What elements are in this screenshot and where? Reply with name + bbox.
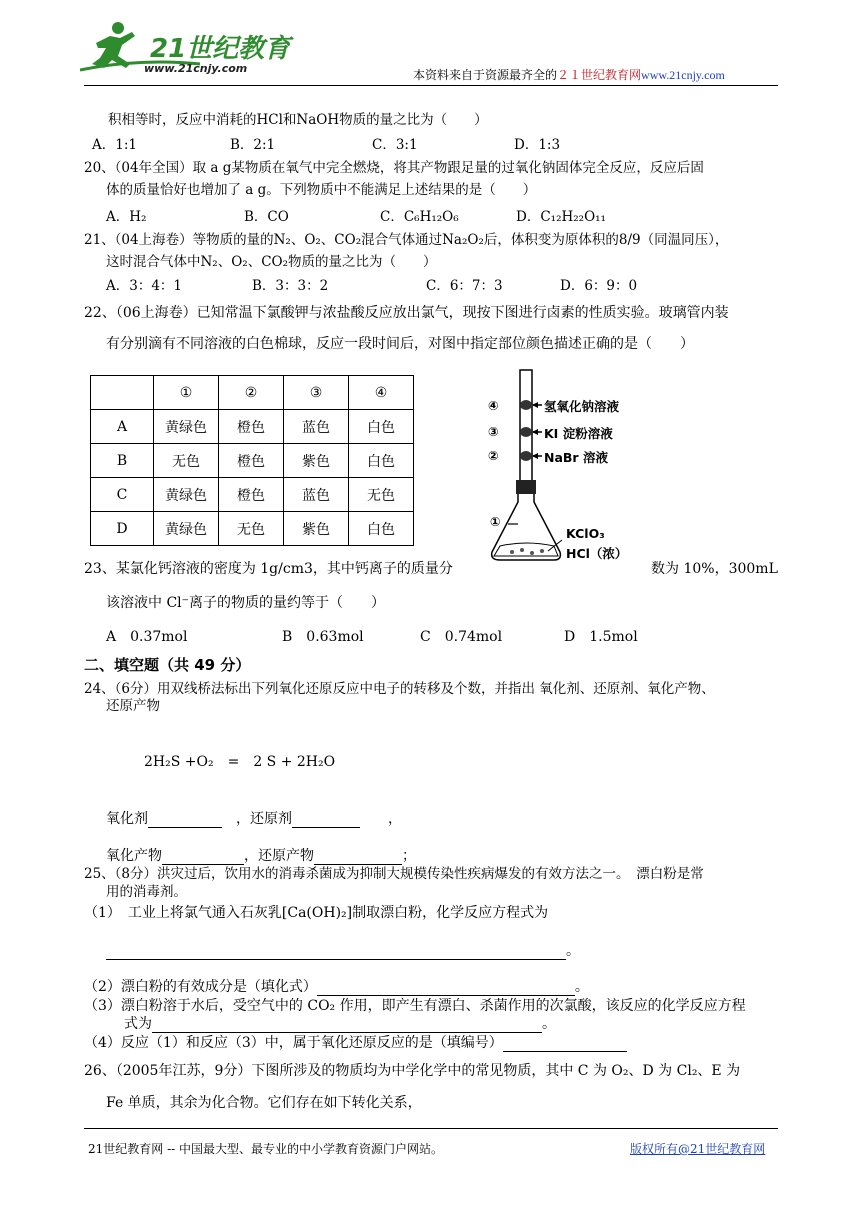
q21-line2: 这时混合气体中N₂、O₂、CO₂物质的量之比为（ ） xyxy=(106,254,437,270)
q24-line2: 还原产物 xyxy=(106,698,160,714)
q23-line1b: 数为 10%，300mL xyxy=(651,561,778,577)
fig-number-2: ② xyxy=(488,448,499,463)
q25-p4: （4）反应（1）和反应（3）中，属于氧化还原反应的是（填编号） xyxy=(84,1032,627,1052)
table-cell: 黄绿色 xyxy=(154,512,219,546)
logo-url-text: www.21cnjy.com xyxy=(144,62,248,75)
fig-label-naoh: 氢氧化钠溶液 xyxy=(544,399,620,414)
table-cell: 橙色 xyxy=(219,444,284,478)
q23-line2: 该溶液中 Cl⁻离子的物质的量约等于（ ） xyxy=(106,595,386,611)
p4-blank[interactable] xyxy=(503,1035,627,1052)
table-row xyxy=(91,512,414,546)
q21-option-a: A．3：4：1 xyxy=(106,278,183,294)
table-row xyxy=(91,410,414,444)
q20-option-c: C．C₆H₁₂O₆ xyxy=(380,209,459,225)
table-cell: 紫色 xyxy=(284,444,349,478)
table-cell: 黄绿色 xyxy=(154,478,219,512)
q20-line2: 体的质量恰好也增加了 a g。下列物质中不能满足上述结果的是（ ） xyxy=(106,182,537,198)
fig-label-kclo3: KClO₃ xyxy=(566,526,605,541)
q23-option-c: C 0.74mol xyxy=(420,629,503,645)
q26-line2: Fe 单质，其余为化合物。它们存在如下转化关系， xyxy=(106,1095,422,1111)
table-cell: 橙色 xyxy=(219,410,284,444)
q19-option-c: C．3:1 xyxy=(372,137,418,153)
table-cell: ③ xyxy=(284,376,349,410)
q25-p1-answer: 。 xyxy=(106,940,580,960)
table-cell: D xyxy=(91,512,154,546)
q25-line1: 25、（8分）洪灾过后，饮用水的消毒杀菌成为抑制大规模传染性疾病爆发的有效方法之一。 漂白粉是常 xyxy=(84,866,704,882)
q19-option-b: B．2:1 xyxy=(230,137,276,153)
q22-line1: 22、（06上海卷）已知常温下氯酸钾与浓盐酸反应放出氯气，现按下图进行卤素的性质实验。玻璃管内装 xyxy=(84,305,729,321)
table-cell: 无色 xyxy=(349,478,414,512)
q23-line1a: 23、某氯化钙溶液的密度为 1g/cm3，其中钙离子的质量分 xyxy=(84,561,453,577)
q20-line1: 20、（04年全国）取 a g某物质在氧气中完全燃烧，将其产物跟足量的过氧化钠固体完全反应，反应后固 xyxy=(84,160,704,176)
q26-line1: 26、（2005年江苏，9分）下图所涉及的物质均为中学化学中的常见物质，其中 C 为 O₂、D 为 Cl₂、E 为 xyxy=(84,1063,741,1079)
q19-line: 积相等时，反应中消耗的HCl和NaOH物质的量之比为（ ） xyxy=(108,112,488,128)
q23-option-d: D 1.5mol xyxy=(564,629,638,645)
table-cell: 黄绿色 xyxy=(154,410,219,444)
table-cell: 橙色 xyxy=(219,478,284,512)
header-url[interactable]: www.21cnjy.com xyxy=(641,68,725,82)
p1-blank[interactable] xyxy=(106,943,566,960)
table-cell: ② xyxy=(219,376,284,410)
fig-number-1: ① xyxy=(490,514,501,529)
oxidant-blank[interactable] xyxy=(148,811,222,828)
q22-line2: 有分别滴有不同溶液的白色棉球，反应一段时间后，对图中指定部位颜色描述正确的是（ ） xyxy=(106,336,694,352)
table-cell: 蓝色 xyxy=(284,478,349,512)
q20-option-d: D．C₁₂H₂₂O₁₁ xyxy=(516,209,606,225)
table-cell: 白色 xyxy=(349,444,414,478)
table-row xyxy=(91,444,414,478)
section-title: 二、填空题（共 49 分） xyxy=(84,656,251,674)
logo-main-text: 21世纪教育 xyxy=(150,34,291,64)
header-note: 本资料来自于资源最齐全的２１世纪教育网www.21cnjy.com xyxy=(413,68,725,82)
q19-option-a: A．1:1 xyxy=(92,137,137,153)
q25-p3-line1: （3）漂白粉溶于水后，受空气中的 CO₂ 作用，即产生有漂白、杀菌作用的次氯酸，该反应的化学反应方程 xyxy=(84,998,746,1014)
q20-option-a: A．H₂ xyxy=(106,209,147,225)
q21-option-c: C．6：7：3 xyxy=(426,278,503,294)
table-cell: 无色 xyxy=(219,512,284,546)
reductant-blank[interactable] xyxy=(292,811,360,828)
p2-blank[interactable] xyxy=(317,979,575,996)
table-cell: 蓝色 xyxy=(284,410,349,444)
table-cell: 白色 xyxy=(349,410,414,444)
table-header-row xyxy=(91,376,414,410)
table-cell: ④ xyxy=(349,376,414,410)
footer-copyright-link[interactable]: 版权所有@21世纪教育网 xyxy=(630,1142,766,1156)
table-cell: B xyxy=(91,444,154,478)
q19-option-d: D．1:3 xyxy=(514,137,561,153)
fig-number-4: ④ xyxy=(488,398,499,413)
header-rule xyxy=(84,85,778,86)
table-cell: C xyxy=(91,478,154,512)
q24-oxidant-row: 氧化剂 ，还原剂 ， xyxy=(106,811,402,827)
table-cell xyxy=(91,376,154,410)
q23-option-b: B 0.63mol xyxy=(282,629,364,645)
footer-rule xyxy=(84,1128,778,1129)
q23-option-a: A 0.37mol xyxy=(106,629,188,645)
fig-label-nabr: NaBr 溶液 xyxy=(544,450,608,465)
header-site-name: ２１世纪教育网 xyxy=(557,68,642,82)
fig-label-ki: KI 淀粉溶液 xyxy=(544,426,613,441)
q24-line1: 24、（6分）用双线桥法标出下列氧化还原反应中电子的转移及个数，并指出 氧化剂、还原剂、氧化产物、 xyxy=(84,681,715,697)
q24-product-row: 氧化产物 ，还原产物 ； xyxy=(106,848,416,864)
q21-line1: 21、（04上海卷）等物质的量的N₂、O₂、CO₂混合气体通过Na₂O₂后，体积变为原体积的8/9（同温同压）， xyxy=(84,232,729,248)
q24-equation: 2H₂S +O₂ = 2 S + 2H₂O xyxy=(144,754,336,770)
apparatus-figure xyxy=(482,368,672,568)
table-row xyxy=(91,478,414,512)
q21-option-b: B．3：3：2 xyxy=(252,278,329,294)
q20-option-b: B．CO xyxy=(244,209,289,225)
fig-number-3: ③ xyxy=(488,424,499,439)
q25-p1: （1） 工业上将氯气通入石灰乳[Ca(OH)₂]制取漂白粉，化学反应方程式为 xyxy=(84,905,549,921)
q25-line2: 用的消毒剂。 xyxy=(106,884,187,900)
fig-label-hcl: HCl（浓） xyxy=(566,546,628,561)
table-cell: ① xyxy=(154,376,219,410)
table-cell: 紫色 xyxy=(284,512,349,546)
q21-option-d: D．6：9：0 xyxy=(560,278,638,294)
table-cell: A xyxy=(91,410,154,444)
q25-p2: （2）漂白粉的有效成分是（填化式） 。 xyxy=(84,979,589,995)
q22-answer-table xyxy=(90,375,414,546)
p3-blank[interactable] xyxy=(152,1016,542,1033)
footer-left-text: 21世纪教育网 -- 中国最大型、最专业的中小学教育资源门户网站。 xyxy=(88,1142,444,1156)
table-cell: 无色 xyxy=(154,444,219,478)
table-cell: 白色 xyxy=(349,512,414,546)
site-logo xyxy=(80,18,300,80)
q25-p3-line2: 式为 。 xyxy=(124,1016,556,1032)
